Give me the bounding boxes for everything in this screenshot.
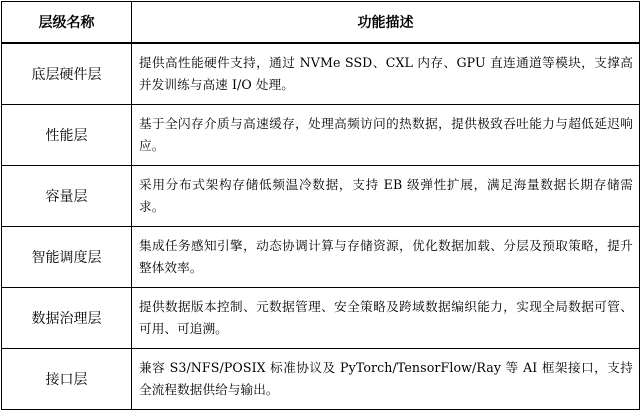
row-hardware-layer-desc: 提供高性能硬件支持，通过 NVMe SSD、CXL 内存、GPU 直连通道等模块，支撑高并发训练与高速 I/O 处理。 bbox=[132, 43, 640, 104]
row-scheduling-layer-name: 智能调度层 bbox=[2, 226, 132, 287]
table-row bbox=[2, 165, 640, 226]
row-capacity-layer-desc: 采用分布式架构存储低频温冷数据，支持 EB 级弹性扩展，满足海量数据长期存储需求。 bbox=[132, 165, 640, 226]
table-row bbox=[2, 104, 640, 165]
header-function-desc: 功能描述 bbox=[132, 2, 640, 44]
row-interface-layer-desc: 兼容 S3/NFS/POSIX 标准协议及 PyTorch/TensorFlow/Ray 等 AI 框架接口，支持全流程数据供给与输出。 bbox=[132, 348, 640, 409]
row-performance-layer-name: 性能层 bbox=[2, 104, 132, 165]
row-scheduling-layer-desc: 集成任务感知引擎，动态协调计算与存储资源，优化数据加载、分层及预取策略，提升整体效率。 bbox=[132, 226, 640, 287]
header-layer-name: 层级名称 bbox=[2, 2, 132, 44]
table-row bbox=[2, 287, 640, 348]
row-capacity-layer-name: 容量层 bbox=[2, 165, 132, 226]
row-hardware-layer-name: 底层硬件层 bbox=[2, 43, 132, 104]
layer-table-container bbox=[1, 1, 639, 410]
table-row bbox=[2, 43, 640, 104]
table-row bbox=[2, 348, 640, 409]
row-interface-layer-name: 接口层 bbox=[2, 348, 132, 409]
row-governance-layer-desc: 提供数据版本控制、元数据管理、安全策略及跨域数据编织能力，实现全局数据可管、可用、可追溯。 bbox=[132, 287, 640, 348]
row-performance-layer-desc: 基于全闪存介质与高速缓存，处理高频访问的热数据，提供极致吞吐能力与超低延迟响应。 bbox=[132, 104, 640, 165]
table-header-row bbox=[2, 2, 640, 44]
table-row bbox=[2, 226, 640, 287]
row-governance-layer-name: 数据治理层 bbox=[2, 287, 132, 348]
layer-function-table bbox=[1, 1, 640, 410]
